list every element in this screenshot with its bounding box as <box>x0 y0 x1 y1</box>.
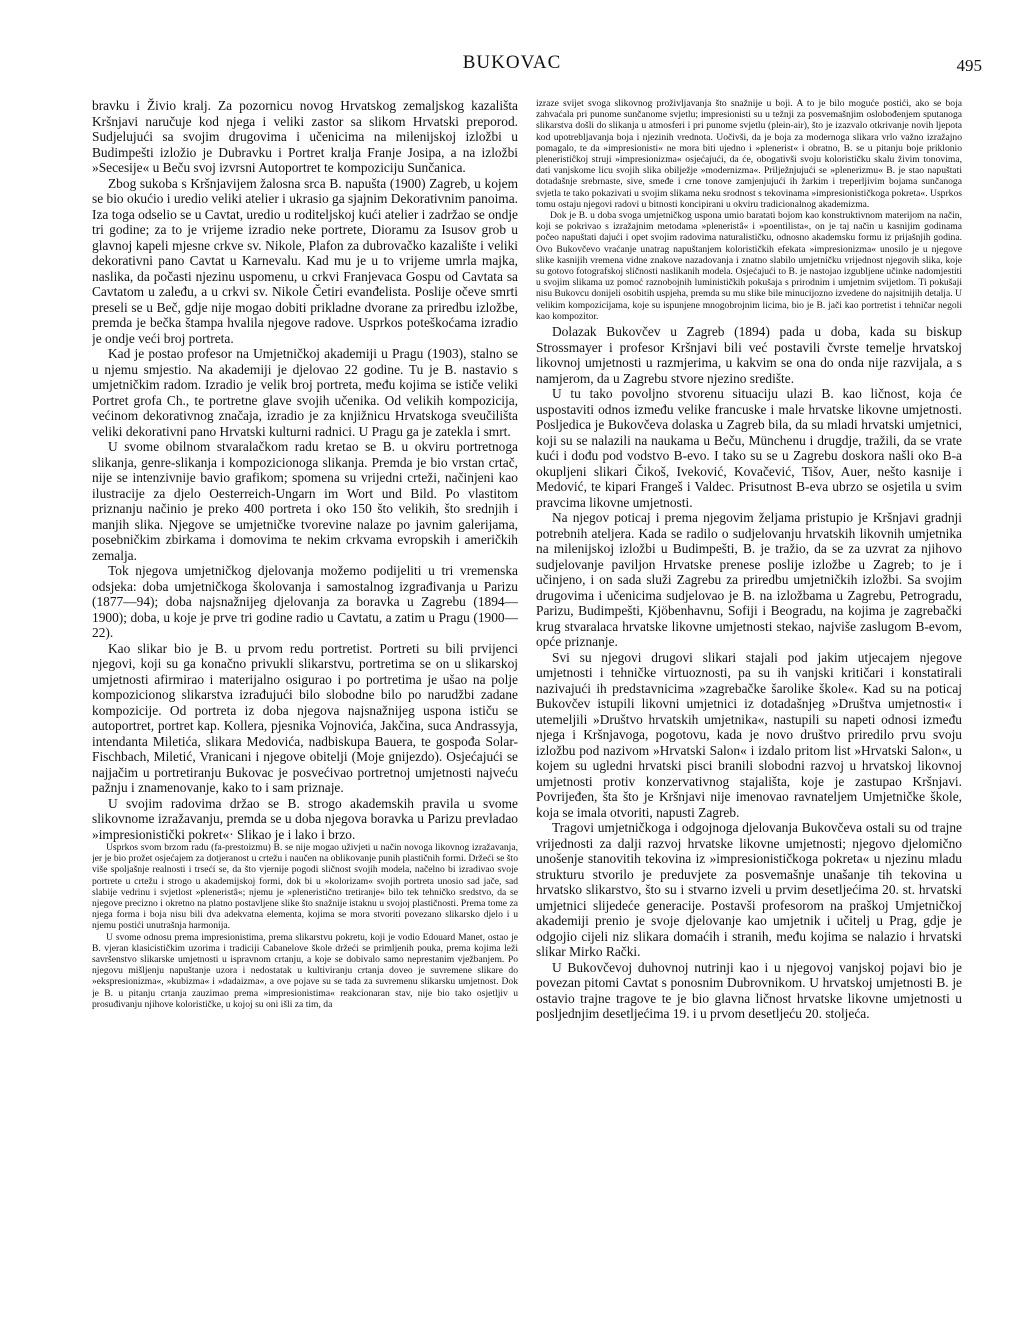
paragraph: Kad je postao profesor na Umjetničkoj akademiji u Pragu (1903), stalno se u njemu smjestio. Na akademiji je djelovao 22 godine. Tu je B. nastavio s umjetničkim radom. Izradio je velik broj portreta, među kojima se ističe veliki Portret grofa Ch., te portretne glave svojih učenika. Od velikih kompozicija, većinom dekorativnog značaja, izradio je za knjižnicu Hrvatskoga sveučilišta veliki dekorativni pano Hrvatski kulturni radnici. U Pragu ga je zatekla i smrt. <box>92 346 518 439</box>
fine-print-note: Dok je B. u doba svoga umjetničkog uspona umio baratati bojom kao konstruktivnom materijom na način, koji se pokrivao s izražajnim metodama »pleneristâ« i »poentilista«, on je taj način u kasnijim godinama počeo napuštati dajući i opet svojim radovima naturalističku, odnosno akademsku formu iz prijašnjih godina. Ovo Bukovčevo vraćanje unatrag napuštanjem kolorističkih efekata »impresionizma« unosilo je u njegove slike kasnijih vremena vidne znakove nazadovanja i znatno slabilo umjetničku vrijednost njegovih slika, koje su gotovo fotografskoj sličnosti naslikanih modela. Osjećajući to B. je nastojao izgubljene učinke nadomjestiti u svojim slikama uz pomoć raznobojnih luminističkih pokušaja s prirodnim i umjetnim svijetlom. Ti pokušaji nisu Bukovcu donijeli osobitih uspjeha, premda su mu slike bile minucijozno izvedene do najsitnijih detalja. U velikim kompozicijama, koje su ispunjene mnogobrojnim licima, bio je B. jači kao portretist i tehničar negoli kao kompozitor. <box>536 210 962 322</box>
fine-print-note: U svome odnosu prema impresionistima, prema slikarstvu pokretu, koji je vodio Edouard Manet, ostao je B. vjeran klasicističkim uzorima i tradiciji Cabanelove škole držeći se primljenih pouka, prema kojima leži savršenstvo slikarske umjetnosti u ispravnom crtanju, a koje se dobivalo samo neprestanim vježbanjem. Po njegovu mišljenju napuštanje uzora i nedostatak u kultiviranju crtanja doveo je suvremene slikare do »ekspresionizma«, »kubizma« i »dadaizma«, a ove pojave su se tada za suvremenu slikarsku umjetnost. Dok je B. u pitanju crtanja zauzimao prema »impresionistima« reakcionaran stav, nije bio tako osjetljiv u prosuđivanju njihove kolorističke, u kojoj su oni išli za tim, da <box>92 931 518 1010</box>
paragraph: Zbog sukoba s Kršnjavijem žalosna srca B. napušta (1900) Zagreb, u kojem se bio okućio i uredio veliki atelier i ukrasio ga sjajnim Dekorativnim panoima. Iza toga odselio se u Cavtat, uredio u roditeljskoj kući atelier i zadržao se ondje tri godine; za to je vrijeme izradio neke portrete, Dioramu za Isusov grob u glavnoj kapeli mjesne crkve sv. Nikole, Plafon za dubrovačko kazalište i veliki dekorativni pano Cavtat u Karnevalu. Kad mu je u to vrijeme umrla majka, naslika, da počasti njezinu uspomenu, u crkvi Franjevaca Gospu od Cavtata sa Cavtatom u zaleđu, a u crkvi sv. Nikole Četiri evanđelista. Poslije očeve smrti preseli se u Beč, gdje nije mogao dobiti prikladne dvorane za priredbu izložbe, premda je bečka štampa hvalila njegove radove. Usprkos poteškoćama izradio je ondje veći broj portreta. <box>92 175 518 346</box>
paragraph: Kao slikar bio je B. u prvom redu portretist. Portreti su bili prvijenci njegovi, koji su ga konačno privukli slikarstvu, portretima se on u slikarskoj umjetnosti afirmirao i materijalno osigurao i po portretima je ušao na polje kompozicionog slikarstva izrađujući bilo slobodne bilo po narudžbi zadane kompozicije. Od portreta iz doba njegova najsnažnijeg uspona ističu se autoportret, portret kap. Kollera, pjesnika Vojnovića, Jakčina, suca Andrassyja, intendanta Miletića, slikara Medovića, nadbiskupa Bauera, te gospođa Solar-Fischbach, Miletić, Vranicani i njegove obitelji (Moje gnijezdo). Osjećajući se najjačim u portretiranju Bukovac je posvećivao portretnoj umjetnosti najveću pažnju i znamenovanje, kako to i sam priznaje. <box>92 640 518 795</box>
left-column <box>92 98 518 1298</box>
paragraph: U tu tako povoljno stvorenu situaciju ulazi B. kao ličnost, koja će uspostaviti odnos između velike francuske i male hrvatske likovne umjetnosti. Posljedica je Bukovčeva dolaska u Zagreb bila, da su mladi hrvatski umjetnici, koji su se nalazili na naukama u Beču, Münchenu i drugdje, tražili, da se vrate kući i dođu pod vodstvo B-evo. I tako su se u Zagrebu doskora našli oko B-a okupljeni slikari Čikoš, Iveković, Kovačević, Tišov, Auer, nešto kasnije i Medović, te kipari Frangeš i Valdec. Prisutnost B-eva ubrzo se osjetila u svim pravcima likovne umjetnosti. <box>536 386 962 510</box>
paragraph: Tragovi umjetničkoga i odgojnoga djelovanja Bukovčeva ostali su od trajne vrijednosti za dalji razvoj hrvatske likovne umjetnosti; njegovo djelomično unošenje stanovitih tekovina iz »impresionističkoga pokreta« u njezinu mladu strukturu stvorilo je preduvjete za posvemašnje unašanje tih tekovina u hrvatsko slikarstvo, što su i stvarno izveli u prvim desetljećima 20. st. hrvatski umjetnici slijedeće generacije. Postavši profesorom na praškoj Umjetničkoj akademiji prenio je svoje djelovanje kao umjetnik i učitelj u Prag, gdje je odgojio cijeli niz slikara domaćih i stranih, među kojima se nalazio i hrvatski slikar Mirko Rački. <box>536 820 962 960</box>
paragraph: U svome obilnom stvaralačkom radu kretao se B. u okviru portretnoga slikanja, genre-slikanja i kompozicionoga slikanja. Premda je bio vrstan crtač, nije se intenzivnije bavio grafikom; spomena su vrijedni crteži, načinjeni kao ilustracije za djelo Oesterreich-Ungarn im Wort und Bild. Po vlastitom priznanju načinio je preko 400 portreta i oko 150 što velikih, što srednjih i manjih slika. Njegove se umjetničke tvorevine nalaze po javnim galerijama, posebničkim zbirkama i domovima te nekim crkvama evropskih i američkih zemalja. <box>92 439 518 563</box>
right-column <box>536 98 962 1298</box>
paragraph: Na njegov poticaj i prema njegovim željama pristupio je Kršnjavi gradnji potrebnih ateljera. Kada se radilo o sudjelovanju hrvatskih likovnih umjetnika na milenijskoj izložbi u Budimpešti, B. je tražio, da se za uzvrat za njihovo sudjelovanje paviljon Hrvatske prenese poslije izložbe u Zagreb; to je i učinjeno, i on sada služi Zagrebu za priredbu umjetničkih izložbi. Sa svojim drugovima i učenicima sudjelovao je B. na izložbama u Zagrebu, Petrogradu, Parizu, Budimpešti, Kjöbenhavnu, Sofiji i Beogradu, na kojima je zagrebački krug stvaralaca hrvatske likovne umjetnosti stekao, najviše zaslugom B-evom, opće priznanje. <box>536 510 962 650</box>
fine-print-note: Usprkos svom brzom radu (fa-prestoizmu) B. se nije mogao uživjeti u način novoga likovnog izražavanja, jer je bio prožet osjećajem za dotjeranost u crtežu i naučen na oblikovanje punih plastičnih formi. Držeći se što više spoljašnje realnosti i trsećí se, da što vjernije pogodi sličnost svojih modela, načelno bi izradivao svoje portrete u crtežu i strogo u akademijskoj formi, dok bi u »kolorizam« svojih portreta unosio sad jače, sad slabije vedrinu i svjetlost »pleneristâ«; njemu je »pleneristično tretiranje« bilo tek tehničko sredstvo, da se njegove precizno i okretno na platno postavljene slike što snažnije istaknu u svojoj plastičnosti. Premа tome za njega forma i boja nisu bili dva adekvatna elementa, kojima se mora stvoriti povezano slikarsko djelo i u njemu postići unutrašnja harmonija. <box>92 842 518 932</box>
page-header <box>0 52 1024 78</box>
running-head: BUKOVAC <box>462 52 562 73</box>
page-number: 495 <box>956 56 982 75</box>
paragraph: Svi su njegovi drugovi slikari stajali pod jakim utjecajem njegove umjetnosti i tehničke virtuoznosti, pa su ih vanjski kritičari i konstatirali nazivajući ih predstavnicima »zagrebačke šarolike škole«. Kad su na poticaj Bukovčev istupili likovni umjetnici iz dotadašnjeg »Društva umjetnosti« i utemeljili »Društvo hrvatskih umjetnika«, nastupili su napeti odnosi između njega i Kršnjavoga, pogotovu, kada je novo društvo priredilo prvu svoju izložbu pod nazivom »Hrvatski Salon« i izdalo pritom list »Hrvatski Salon«, u kojem su ugledni hrvatski pisci branili slobodni razvoj u hrvatskoj likovnoj umjetnosti protiv konzervativnog stajališta, koje je zastupao Kršnjavi. Povrijeđen, šta što je Kršnjavi nije imenovao ravnateljem Umjetničke škole, koja se imala otvoriti, napusti Zagreb. <box>536 649 962 820</box>
paragraph: Tok njegova umjetničkog djelovanja možemo podijeliti u tri vremenska odsjeka: doba umjetničkoga školovanja i samostalnog izgrađivanja u Parizu (1877—94); doba najsnažnijeg djelovanja za boravka u Zagrebu (1894—1900); doba, u koje je prve tri godine radio u Cavtatu, a zatim u Pragu (1900—22). <box>92 563 518 640</box>
paragraph: bravku i Živio kralj. Za pozornicu novog Hrvatskog zemaljskog kazališta Kršnjavi naručuje kod njega i veliki zastor sa slikom Hrvatski preporod. Sudjelujući sa svojim drugovima i učenicima na milenijskoj izložbi u Budimpešti izložio je Dubravku i Portret kralja Franje Josipa, a na izložbi »Secesije« u Beču svoj izvrsni Autoportret te kompoziciju Sunčanica. <box>92 98 518 175</box>
paragraph: U svojim radovima držao se B. strogo akademskih pravila u svome slikovnome izražavanju, premda se u doba njegova boravka u Parizu prevladao »impresionistički pokret«· Slikao je i lako i brzo. <box>92 795 518 842</box>
paragraph: U Bukovčevoj duhovnoj nutrinji kao i u njegovoj vanjskoj pojavi bio je povezan pitomi Cavtat s ponosnim Dubrovnikom. U hrvatskoj umjetnosti B. je ostavio trajne tragove te je bio glavna ličnost hrvatske likovne umjetnosti u posljednjim desetljećima 19. i u prvom desetljeću 20. stoljeća. <box>536 959 962 1022</box>
fine-print-note: izraze svijet svoga slikovnog proživljavanja što snažnije u boji. A to je bilo moguće postići, ako se boja zahvaćala pri punome sunčanome svjetlu; impresionisti su u težnji za posvemašnjim oslobođenjem sputanoga slikarstva došli do slikanja u atmosferi i pri punome svjetlu (plein-air), što je izazvalo otkrivanje novih ljepota kod upotrebljavanja boja i njezinih vrednota. Uočivši, da je boja za modernoga slikara vrlo važno izražajno pomagalo, te da »impresionisti« ne mora biti ujedno i »plenerist« i obratno, B. se u pitanju boje priklonio pleneristiĉkoj struji »impresionizma« osjećajući, da će, obogativši svoju kolorističku skalu živim tonovima, dati vanjskome licu svojih slika obilježje »modernizma«. Prilježnjujući se »plenerizmu« B. je stao napuštati dotadašnje srebrnaste, sive, smeđe i crne tonove zamjenjujući ih žarkim i treperljivim bojama sunčanoga svjetla te tako pokazivati u svojim slikama neku srodnost s tekovinama »impresionističkoga pokreta«. Usprkos tomu ostaju njegovi radovi u bitnosti koncipirani u okviru tradicionalnog akademizma. <box>536 98 962 210</box>
paragraph: Dolazak Bukovčev u Zagreb (1894) pada u doba, kada su biskup Strossmayer i profesor Kršnjavi bili već postavili čvrste temelje hrvatskoj likovnoj umjetnosti u razmjerima, u kakvim se ona do onda nije razvijala, a s namjerom, da u Zagrebu stvore njezino središte. <box>536 324 962 386</box>
